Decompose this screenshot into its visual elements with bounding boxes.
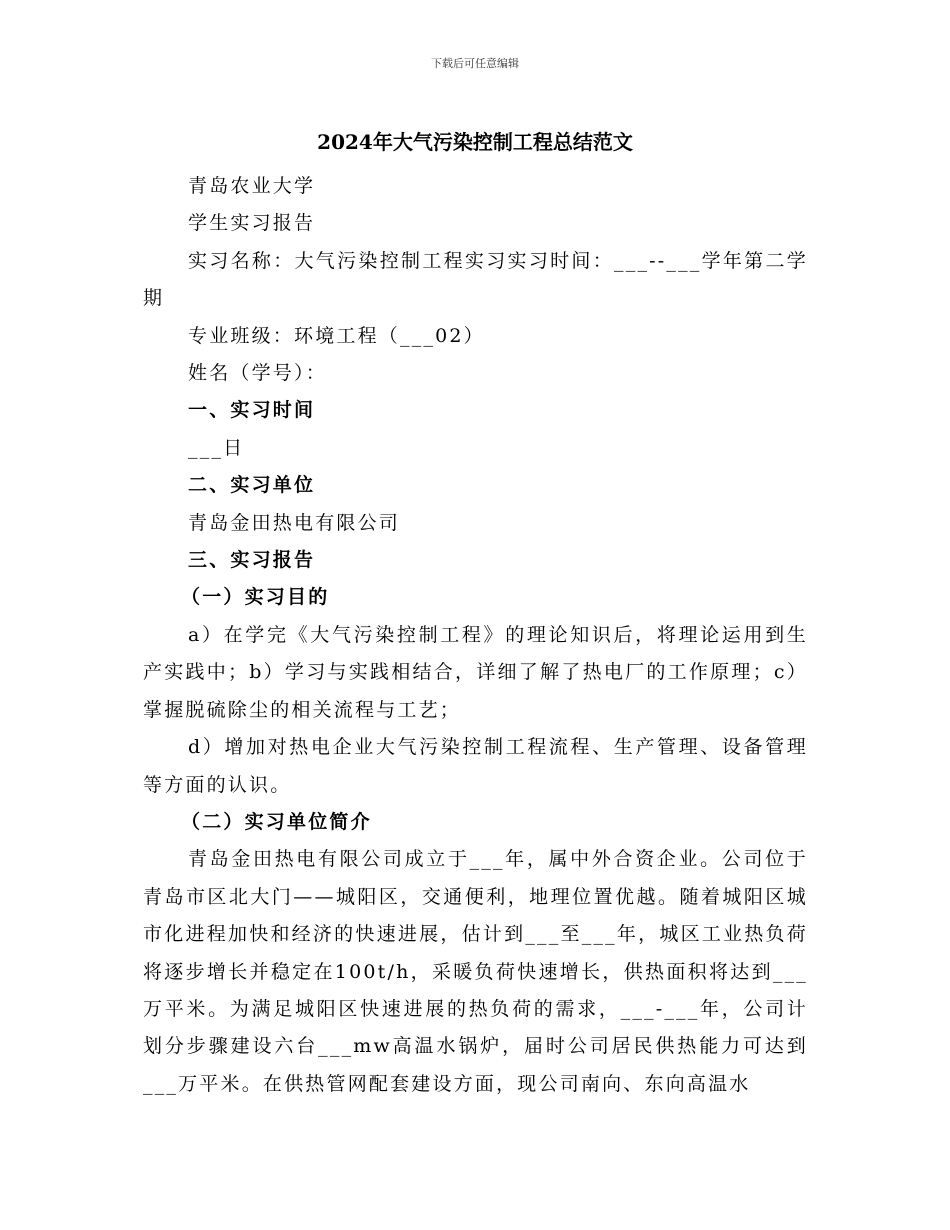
paragraph-purpose-abc: a）在学完《大气污染控制工程》的理论知识后，将理论运用到生产实践中；b）学习与实践相结合，详细了解了热电厂的工作原理；c）掌握脱硫除尘的相关流程与工艺； (143, 623, 808, 721)
subsection-heading-purpose: （一）实习目的 (181, 586, 330, 609)
document-title: 2024年大气污染控制工程总结范文 (317, 130, 633, 154)
section-heading-unit: 二、实习单位 (188, 474, 316, 497)
paragraph-company-intro: 青岛金田热电有限公司成立于___年，属中外合资企业。公司位于青岛市区北大门——城阳区，交通便利，地理位置优越。随着城阳区城市化进程加快和经济的快速进展，估计到___至___年，城区工业热负荷将逐步增长并稳定在100t/h，采暖负荷快速增长，供热面积将达到___万平米。为满足城阳区快速进展的热负荷的需求，___-___年，公司计划分步骤建设六台___mw高温水锅炉，届时公司居民供热能力可达到___万平米。在供热管网配套建设方面，现公司南向、东向高温水 (143, 848, 808, 1095)
subsection-heading-company-intro: （二）实习单位简介 (181, 810, 372, 833)
paragraph-time-value: ___日 (188, 436, 245, 459)
paragraph-major-class: 专业班级：环境工程（___02） (188, 324, 485, 347)
paragraph-company: 青岛金田热电有限公司 (188, 511, 401, 534)
header-note: 下载后可任意编辑 (431, 57, 519, 70)
paragraph-internship-name: 实习名称：大气污染控制工程实习实习时间：___--___学年第二学期 (143, 249, 808, 310)
document-body (143, 168, 808, 1103)
paragraph-report-type: 学生实习报告 (188, 212, 316, 235)
paragraph-student-name: 姓名（学号）： (188, 362, 327, 385)
paragraph-university: 青岛农业大学 (188, 175, 316, 197)
section-heading-time: 一、实习时间 (188, 399, 316, 422)
paragraph-purpose-d: d）增加对热电企业大气污染控制工程流程、生产管理、设备管理等方面的认识。 (143, 736, 808, 796)
section-heading-report: 三、实习报告 (188, 549, 316, 572)
